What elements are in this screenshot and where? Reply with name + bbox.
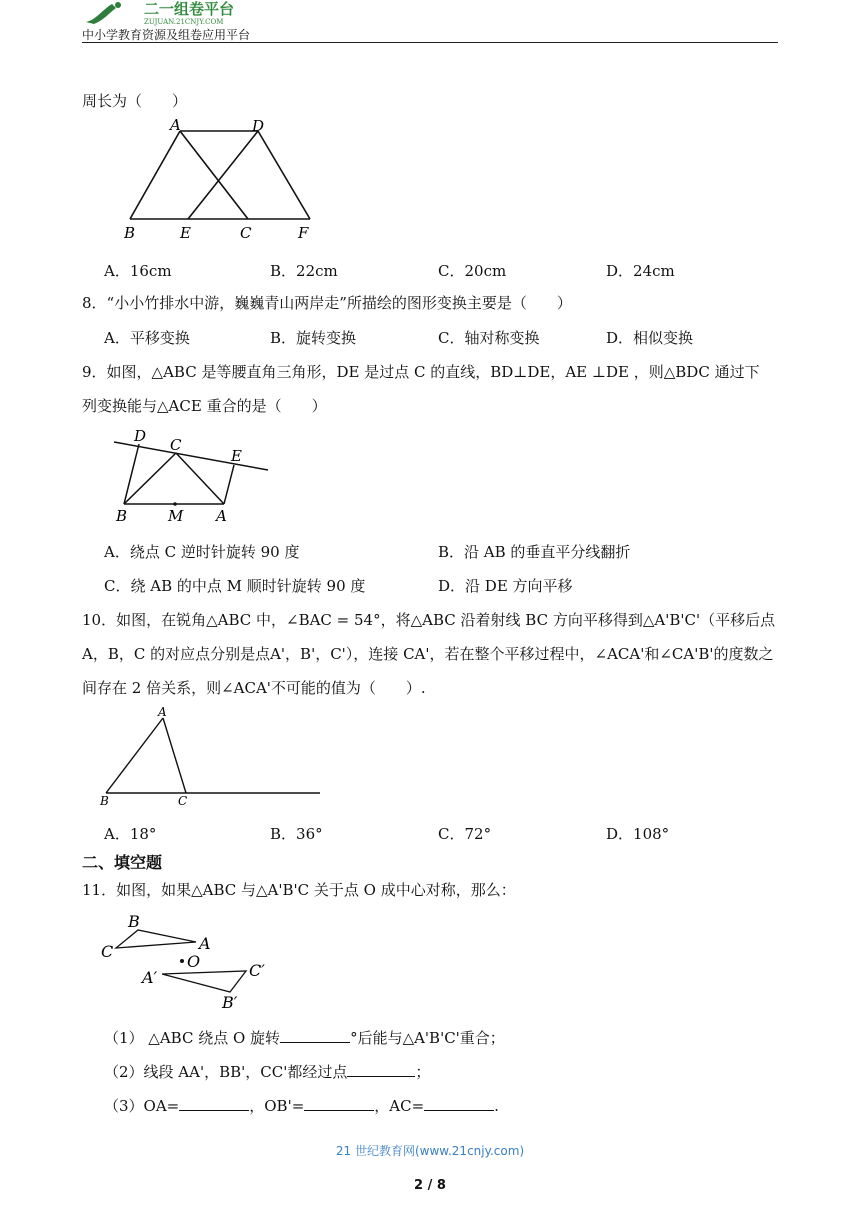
label-b: B — [124, 224, 136, 242]
q11-blank-5[interactable] — [424, 1110, 494, 1111]
label-a-prime: A′ — [142, 968, 158, 987]
label-c: C — [170, 436, 182, 454]
q11-part3-d: . — [494, 1097, 499, 1115]
q8-option-d: D．相似变换 — [606, 329, 694, 347]
label-b: B — [128, 912, 140, 931]
q11-blank-4[interactable] — [304, 1110, 374, 1111]
label-b: B — [116, 507, 128, 525]
q11-part2-pre: （2）线段 AA'，BB'，CC'都经过点 — [104, 1063, 348, 1081]
logo-sub: ZUJUAN.21CNJY.COM — [144, 18, 224, 26]
label-d: D — [134, 427, 147, 445]
label-c: C — [240, 224, 252, 242]
label-m: M — [168, 507, 184, 525]
q11-blank-3[interactable] — [179, 1110, 249, 1111]
q7-figure — [118, 116, 328, 244]
q8-option-a: A．平移变换 — [104, 329, 190, 347]
q8-stem: 8．“小小竹排水中游，巍巍青山两岸走”所描绘的图形变换主要是（ ） — [82, 294, 572, 312]
platform-logo — [82, 0, 282, 26]
label-e: E — [180, 224, 191, 242]
q10-stem-line2: A，B，C 的对应点分别是点A'，B'，C'），连接 CA'，若在整个平移过程中，∠ACA'和∠CA'B'的度数之 — [82, 645, 774, 663]
q10-option-a: A．18° — [104, 825, 157, 843]
q10-stem-line3: 间存在 2 倍关系，则∠ACA'不可能的值为（ ）. — [82, 679, 426, 697]
q11-part1-pre: （1） △ABC 绕点 O 旋转 — [104, 1029, 281, 1047]
q11-stem: 11．如图，如果△ABC 与△A'B'C 关于点 O 成中心对称，那么： — [82, 881, 516, 899]
label-a: A — [170, 116, 181, 134]
q11-part3-c: ，AC= — [374, 1097, 425, 1115]
q7-option-b: B．22cm — [270, 262, 338, 280]
q9-figure — [108, 424, 273, 526]
q9-option-a: A．绕点 C 逆时针旋转 90 度 — [104, 543, 300, 561]
label-o: O — [187, 952, 201, 971]
q11-part1 — [104, 1027, 505, 1048]
q9-option-b: B．沿 AB 的垂直平分线翻折 — [438, 543, 631, 561]
header-subtitle: 中小学教育资源及组卷应用平台 — [82, 28, 251, 42]
q11-part3 — [104, 1095, 499, 1116]
label-d: D — [252, 117, 265, 135]
label-a: A — [216, 507, 227, 525]
q9-stem-line1: 9．如图，△ABC 是等腰直角三角形，DE 是过点 C 的直线，BD⊥DE，AE ⊥DE ，则△BDC 通过下 — [82, 363, 760, 381]
label-e: E — [231, 447, 242, 465]
label-a: A — [199, 934, 211, 953]
label-b-prime: B′ — [222, 993, 238, 1012]
q7-option-d: D．24cm — [606, 262, 675, 280]
q10-option-c: C．72° — [438, 825, 492, 843]
label-c: C — [101, 942, 114, 961]
section-title: 二、填空题 — [82, 853, 163, 872]
q10-option-d: D．108° — [606, 825, 670, 843]
footer-link[interactable]: 21 世纪教育网(www.21cnjy.com) — [335, 1144, 525, 1158]
q7-stem-tail: 周长为（ ） — [82, 92, 188, 110]
q10-stem-line1: 10．如图，在锐角△ABC 中，∠BAC = 54°，将△ABC 沿着射线 BC 方向平移得到△A'B'C'（平移后点 — [82, 611, 776, 629]
q11-part3-a: （3）OA= — [104, 1097, 180, 1115]
logo-text: 二一组卷平台 — [144, 0, 235, 18]
label-f: F — [298, 224, 309, 242]
q8-option-b: B．旋转变换 — [270, 329, 357, 347]
q8-option-c: C．轴对称变换 — [438, 329, 540, 347]
q7-option-a: A．16cm — [104, 262, 172, 280]
q9-option-d: D．沿 DE 方向平移 — [438, 577, 573, 595]
header-divider — [82, 42, 778, 43]
q11-part1-post: °后能与△A'B'C'重合； — [350, 1029, 505, 1047]
q11-blank-1[interactable] — [280, 1042, 350, 1043]
q10-option-b: B．36° — [270, 825, 323, 843]
label-c-prime: C′ — [249, 961, 265, 980]
label-c: C — [178, 794, 188, 808]
q11-figure — [98, 908, 270, 1012]
q9-stem-line2: 列变换能与△ACE 重合的是（ ） — [82, 397, 327, 415]
label-b: B — [100, 794, 109, 808]
q9-option-c: C．绕 AB 的中点 M 顺时针旋转 90 度 — [104, 577, 366, 595]
q10-figure — [96, 703, 324, 809]
q7-option-c: C．20cm — [438, 262, 507, 280]
label-a: A — [158, 705, 167, 719]
q11-part2 — [104, 1061, 430, 1082]
q11-part2-post: ； — [415, 1063, 431, 1081]
page-number: 2 / 8 — [414, 1178, 446, 1193]
q11-blank-2[interactable] — [347, 1076, 415, 1077]
q11-part3-b: ，OB'= — [249, 1097, 305, 1115]
